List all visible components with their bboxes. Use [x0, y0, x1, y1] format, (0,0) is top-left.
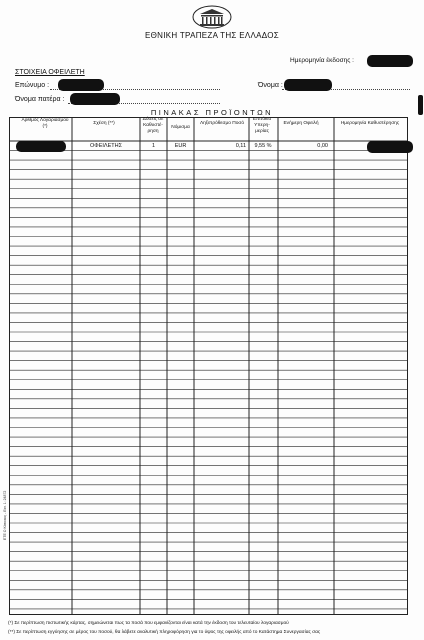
header-currency: Νόμισμα — [171, 125, 190, 130]
header-current-debt: Ενήμερη Οφειλή — [283, 121, 319, 126]
form-code-note: ΕΤΕ Ο Κάτοικος - Εκτ. 1: 24872 — [3, 490, 7, 540]
cell-current-debt: 0,00 — [317, 143, 328, 149]
redacted-issue-date — [367, 55, 413, 67]
header-overdue-amount: Ληξιπρόθεσμο Ποσό — [199, 121, 245, 126]
header-penalty-rate: Επιτόκιο Υπερη-μερίας — [252, 117, 272, 134]
redacted-surname — [58, 79, 104, 91]
name-label: Όνομα : — [258, 82, 283, 89]
cell-penalty-rate: 9,55 % — [254, 143, 272, 149]
redacted-father-name — [70, 93, 120, 105]
products-table-title: ΠΙΝΑΚΑΣ ΠΡΟΪΟΝΤΩΝ — [150, 108, 274, 117]
header-relation: Σχέση (**) — [93, 121, 115, 126]
surname-label: Επώνυμο : — [15, 82, 50, 89]
redacted-name — [284, 79, 332, 91]
header-installments: Δόσεις σε Καθυστέ-ρηση — [142, 117, 164, 134]
redacted-delay-date — [367, 141, 413, 153]
issue-date-label: Ημερομηνία έκδοσης : — [290, 57, 354, 64]
cell-overdue-amount: 0,11 — [235, 143, 246, 149]
bank-name: ΕΘΝΙΚΗ ΤΡΑΠΕΖΑ ΤΗΣ ΕΛΛΑΔΟΣ — [144, 31, 280, 40]
footnote-credit-card: (*) Σε περίπτωση πιστωτικής κάρτας, σημειώνεται πως τα ποσά που εμφανίζονται είναι κατά την έκδοση του τελευταίου λογαριασμού — [8, 621, 289, 626]
debtor-section-title: ΣΤΟΙΧΕΙΑ ΟΦΕΙΛΕΤΗ — [15, 69, 85, 76]
cell-relation: ΟΦΕΙΛΕΤΗΣ — [90, 143, 122, 149]
cell-installments: 1 — [151, 143, 156, 149]
redacted-account-number — [16, 141, 66, 152]
products-table — [9, 117, 408, 615]
footnote-guarantee: (**) Σε περίπτωση εγγύησης σε μέρος του ποσού, θα λάβετε αναλυτική πληροφόρηση για το ύψος της οφειλής από το Κατάστημα Συνεργασίας σας — [8, 630, 321, 635]
cell-currency: EUR — [174, 143, 187, 149]
bank-building-logo — [192, 5, 232, 29]
father-name-label: Όνομα πατέρα : — [15, 96, 65, 103]
header-account-number: Αριθμός Λογαριασμού (*) — [21, 118, 69, 129]
header-delay-date: Ημερομηνία Καθυστέρησης — [340, 121, 400, 126]
